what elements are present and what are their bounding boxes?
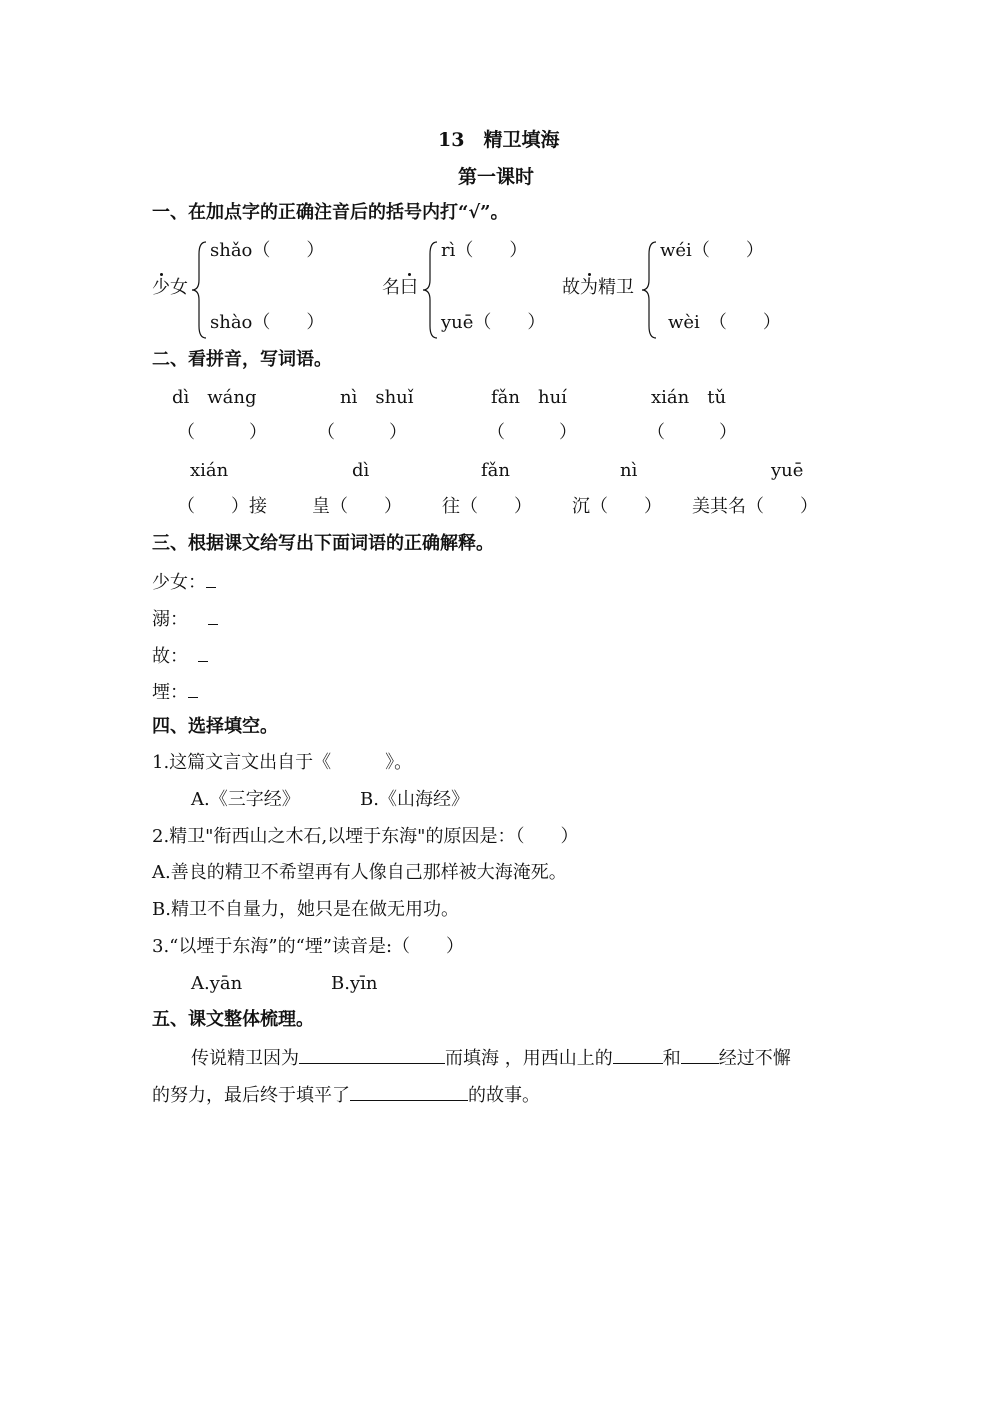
answer-blank[interactable]	[208, 606, 218, 625]
pinyin: fǎn huí	[491, 387, 567, 408]
term-item: 堙：	[152, 679, 198, 704]
answer-box[interactable]: （ ）	[647, 422, 737, 443]
answer-blank[interactable]	[206, 569, 216, 588]
fill-item[interactable]: 沉（ ）	[572, 496, 662, 517]
option-b[interactable]: B.yīn	[331, 973, 378, 994]
pinyin: yuē	[771, 460, 804, 481]
section2-heading: 二、看拼音，写词语。	[152, 349, 332, 370]
answer-box[interactable]: （ ）	[177, 422, 267, 443]
term-item: 少女：	[152, 569, 216, 594]
answer-blank[interactable]	[350, 1082, 468, 1101]
group1-option-top[interactable]: shǎo（ ）	[210, 240, 325, 261]
group3-option-bottom[interactable]: wèi （ ）	[668, 312, 781, 333]
dotted-char: 曰	[400, 277, 418, 298]
pinyin: nì shuǐ	[340, 387, 414, 408]
dotted-char: 少	[152, 277, 170, 298]
option-a[interactable]: A.善良的精卫不希望再有人像自己那样被大海淹死。	[152, 862, 567, 883]
group2-option-bottom[interactable]: yuē（ ）	[441, 312, 546, 333]
fill-item[interactable]: 皇（ ）	[312, 496, 402, 517]
group1-option-bottom[interactable]: shào（ ）	[210, 312, 325, 333]
option-b[interactable]: B.《山海经》	[360, 789, 469, 810]
section4-heading: 四、选择填空。	[152, 716, 278, 737]
brace-icon	[640, 240, 658, 340]
option-a[interactable]: A.《三字经》	[191, 789, 300, 810]
summary-line-2: 的努力，最后终于填平了 的故事。	[152, 1082, 540, 1107]
pinyin: fǎn	[481, 460, 510, 481]
answer-box[interactable]: （ ）	[487, 422, 577, 443]
answer-blank[interactable]	[198, 643, 208, 662]
summary-line-1: 传说精卫因为 而填海 ，用西山上的 和 经过不懈	[191, 1045, 791, 1070]
fill-item[interactable]: （ ）接	[177, 496, 267, 517]
section1-heading: 一、在加点字的正确注音后的括号内打“√”。	[152, 202, 509, 223]
answer-box[interactable]: （ ）	[317, 422, 407, 443]
brace-icon	[190, 240, 208, 340]
fill-item[interactable]: 美其名（ ）	[692, 496, 818, 517]
option-a[interactable]: A.yān	[191, 973, 243, 994]
group2-option-top[interactable]: rì（ ）	[441, 240, 528, 261]
section3-heading: 三、根据课文给写出下面词语的正确解释。	[152, 533, 494, 554]
group1-word: 少女	[152, 277, 188, 298]
group3-option-top[interactable]: wéi（ ）	[660, 240, 764, 261]
page-title: 13 精卫填海	[438, 129, 560, 151]
term-item: 溺：	[152, 606, 218, 631]
option-b[interactable]: B.精卫不自量力，她只是在做无用功。	[152, 899, 459, 920]
term-item: 故：	[152, 643, 208, 668]
group3-word: 故为精卫	[562, 277, 634, 298]
answer-blank[interactable]	[299, 1045, 445, 1064]
pinyin: xián tǔ	[651, 387, 727, 408]
pinyin: nì	[620, 460, 638, 481]
question-3: 3.“以堙于东海”的“堙”读音是:（ ）	[152, 936, 465, 957]
fill-item[interactable]: 往（ ）	[442, 496, 532, 517]
lesson-subtitle: 第一课时	[458, 166, 535, 188]
brace-icon	[421, 240, 439, 340]
section5-heading: 五、课文整体梳理。	[152, 1009, 314, 1030]
question-2: 2.精卫"衔西山之木石,以堙于东海"的原因是：（ ）	[152, 826, 579, 847]
answer-blank[interactable]	[613, 1045, 663, 1064]
question-1: 1.这篇文言文出自于《 》。	[152, 752, 413, 773]
pinyin: xián	[190, 460, 229, 481]
dotted-char: 为	[580, 277, 598, 298]
answer-blank[interactable]	[681, 1045, 719, 1064]
pinyin: dì	[352, 460, 370, 481]
pinyin: dì wáng	[172, 387, 257, 408]
group2-word: 名曰	[382, 277, 418, 298]
answer-blank[interactable]	[188, 679, 198, 698]
